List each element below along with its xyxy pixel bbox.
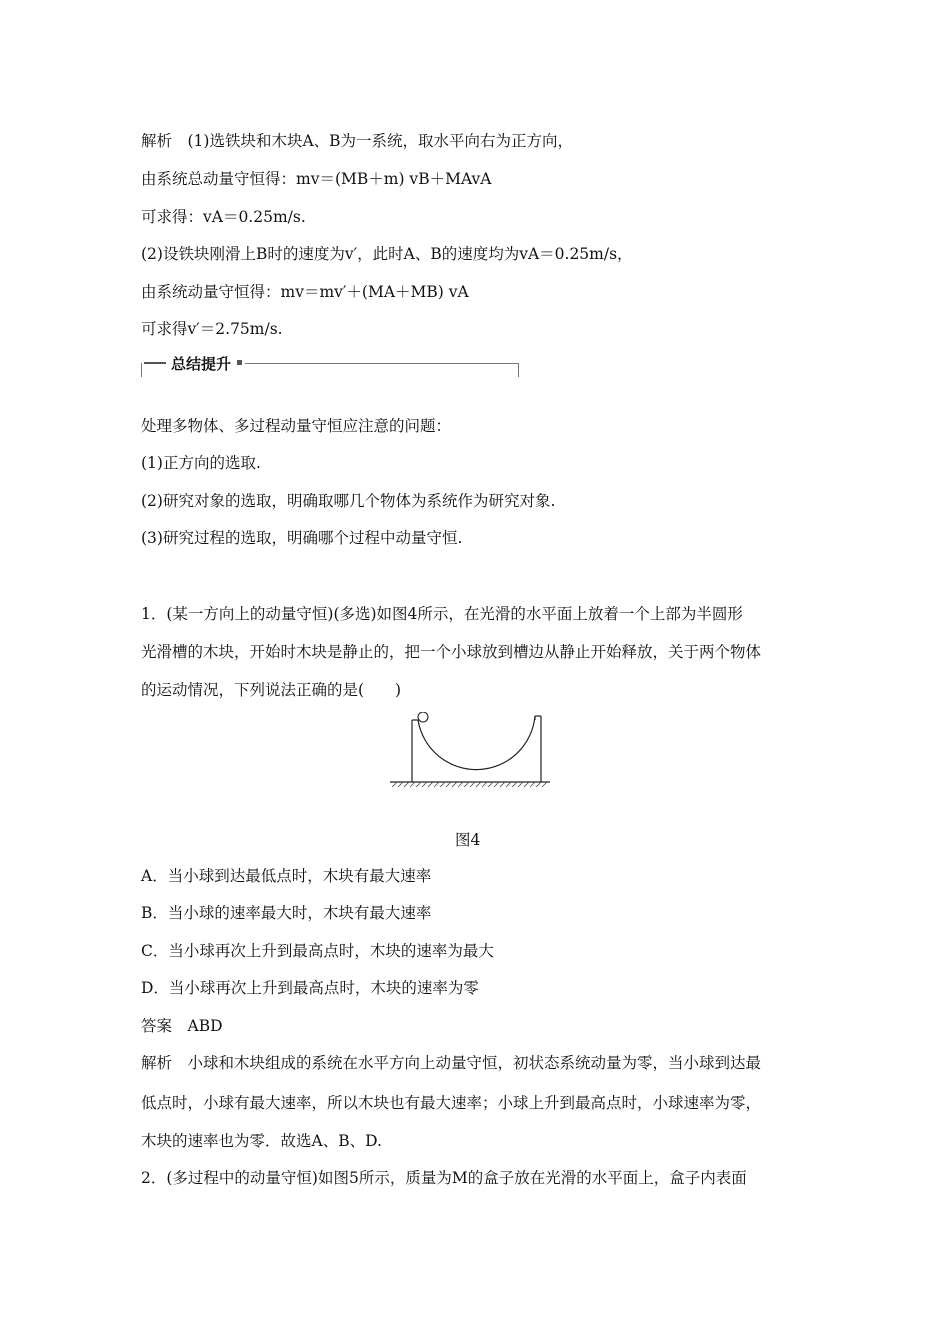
summary-rule — [245, 363, 519, 364]
text-line: 2．(多过程中的动量守恒)如图5所示，质量为M的盒子放在光滑的水平面上，盒子内表面 — [141, 1169, 747, 1187]
summary-title: 总结提升 — [171, 355, 232, 373]
summary-header — [141, 355, 519, 379]
text-line: 木块的速率也为零．故选A、B、D. — [141, 1132, 382, 1150]
text-line: 可求得v′＝2.75m/s. — [141, 320, 283, 338]
text-line: (1)正方向的选取. — [141, 454, 261, 472]
text-line: 光滑槽的木块，开始时木块是静止的，把一个小球放到槽边从静止开始释放，关于两个物体 — [141, 643, 762, 661]
text-line: 的运动情况，下列说法正确的是( ) — [141, 681, 402, 699]
text-line: A．当小球到达最低点时，木块有最大速率 — [141, 867, 432, 885]
ball — [418, 712, 428, 722]
text-line: C．当小球再次上升到最高点时，木块的速率为最大 — [141, 942, 494, 960]
text-line: 解析 小球和木块组成的系统在水平方向上动量守恒，初状态系统动量为零，当小球到达最 — [141, 1054, 762, 1072]
text-line: D．当小球再次上升到最高点时，木块的速率为零 — [141, 979, 479, 997]
text-line: 低点时，小球有最大速率，所以木块也有最大速率；小球上升到最高点时，小球速率为零， — [141, 1094, 762, 1112]
text-line: 1．(某一方向上的动量守恒)(多选)如图4所示，在光滑的水平面上放着一个上部为半圆形 — [141, 605, 743, 623]
text-line: (2)设铁块刚滑上B时的速度为v′，此时A、B的速度均为vA＝0.25m/s， — [141, 245, 633, 263]
summary-square — [237, 360, 242, 365]
text-line: (2)研究对象的选取，明确取哪几个物体为系统作为研究对象. — [141, 492, 556, 510]
figure-caption: 图4 — [455, 831, 481, 849]
summary-right-border — [518, 363, 519, 377]
text-line: (3)研究过程的选取，明确哪个过程中动量守恒. — [141, 529, 463, 547]
summary-left-border — [141, 363, 142, 377]
text-line: B．当小球的速率最大时，木块有最大速率 — [141, 904, 432, 922]
text-line: 答案 ABD — [141, 1017, 223, 1035]
text-line: 由系统动量守恒得：mv＝mv′＋(MA＋MB) vA — [141, 283, 469, 301]
summary-dash — [144, 362, 166, 364]
text-line: 由系统总动量守恒得：mv＝(MB＋m) vB＋MAvA — [141, 170, 492, 188]
text-line: 可求得：vA＝0.25m/s. — [141, 208, 306, 226]
text-line: 处理多物体、多过程动量守恒应注意的问题： — [141, 417, 452, 435]
figure-4-full — [390, 712, 550, 794]
halfpipe-figure-svg — [390, 712, 550, 790]
text-line: 解析 (1)选铁块和木块A、B为一系统，取水平向右为正方向， — [141, 132, 574, 150]
